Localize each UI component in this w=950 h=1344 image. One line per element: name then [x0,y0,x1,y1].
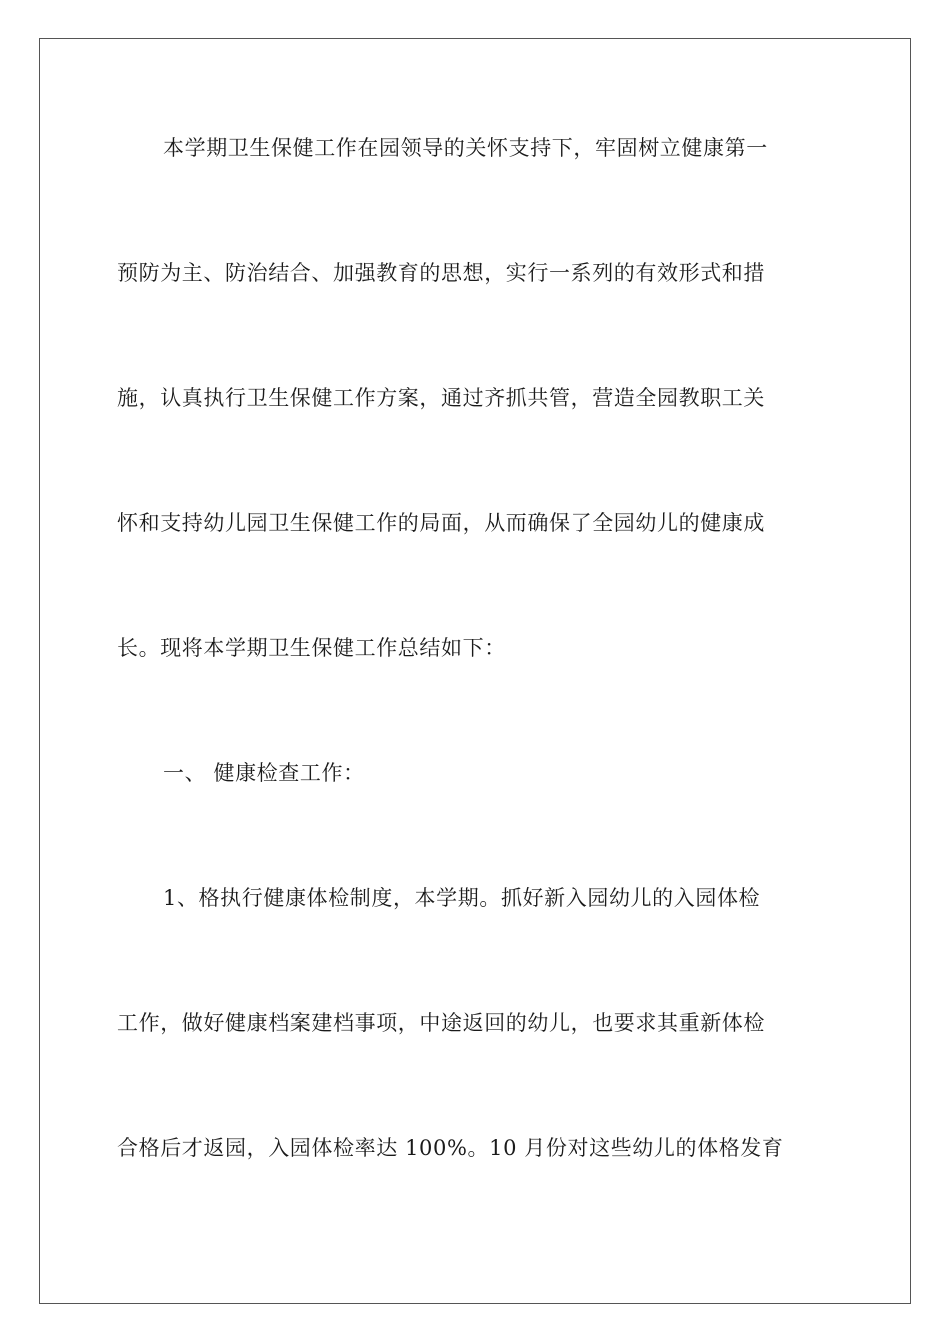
paragraph-line-3: 施，认真执行卫生保健工作方案，通过齐抓共管，营造全园教职工关 [117,386,765,410]
section-heading: 一、 健康检查工作： [163,761,365,785]
paragraph-line-1: 本学期卫生保健工作在园领导的关怀支持下，牢固树立健康第一 [163,136,768,160]
paragraph-line-6: 1、格执行健康体检制度，本学期。抓好新入园幼儿的入园体检 [163,886,761,910]
paragraph-line-7: 工作，做好健康档案建档事项，中途返回的幼儿，也要求其重新体检 [117,1011,765,1035]
paragraph-line-5: 长。现将本学期卫生保健工作总结如下： [117,636,506,660]
paragraph-line-4: 怀和支持幼儿园卫生保健工作的局面，从而确保了全园幼儿的健康成 [117,511,765,535]
paragraph-line-2: 预防为主、防治结合、加强教育的思想，实行一系列的有效形式和措 [117,261,765,285]
paragraph-line-8: 合格后才返园，入园体检率达 100%。10 月份对这些幼儿的体格发育 [117,1136,784,1160]
page-frame [39,38,911,1304]
